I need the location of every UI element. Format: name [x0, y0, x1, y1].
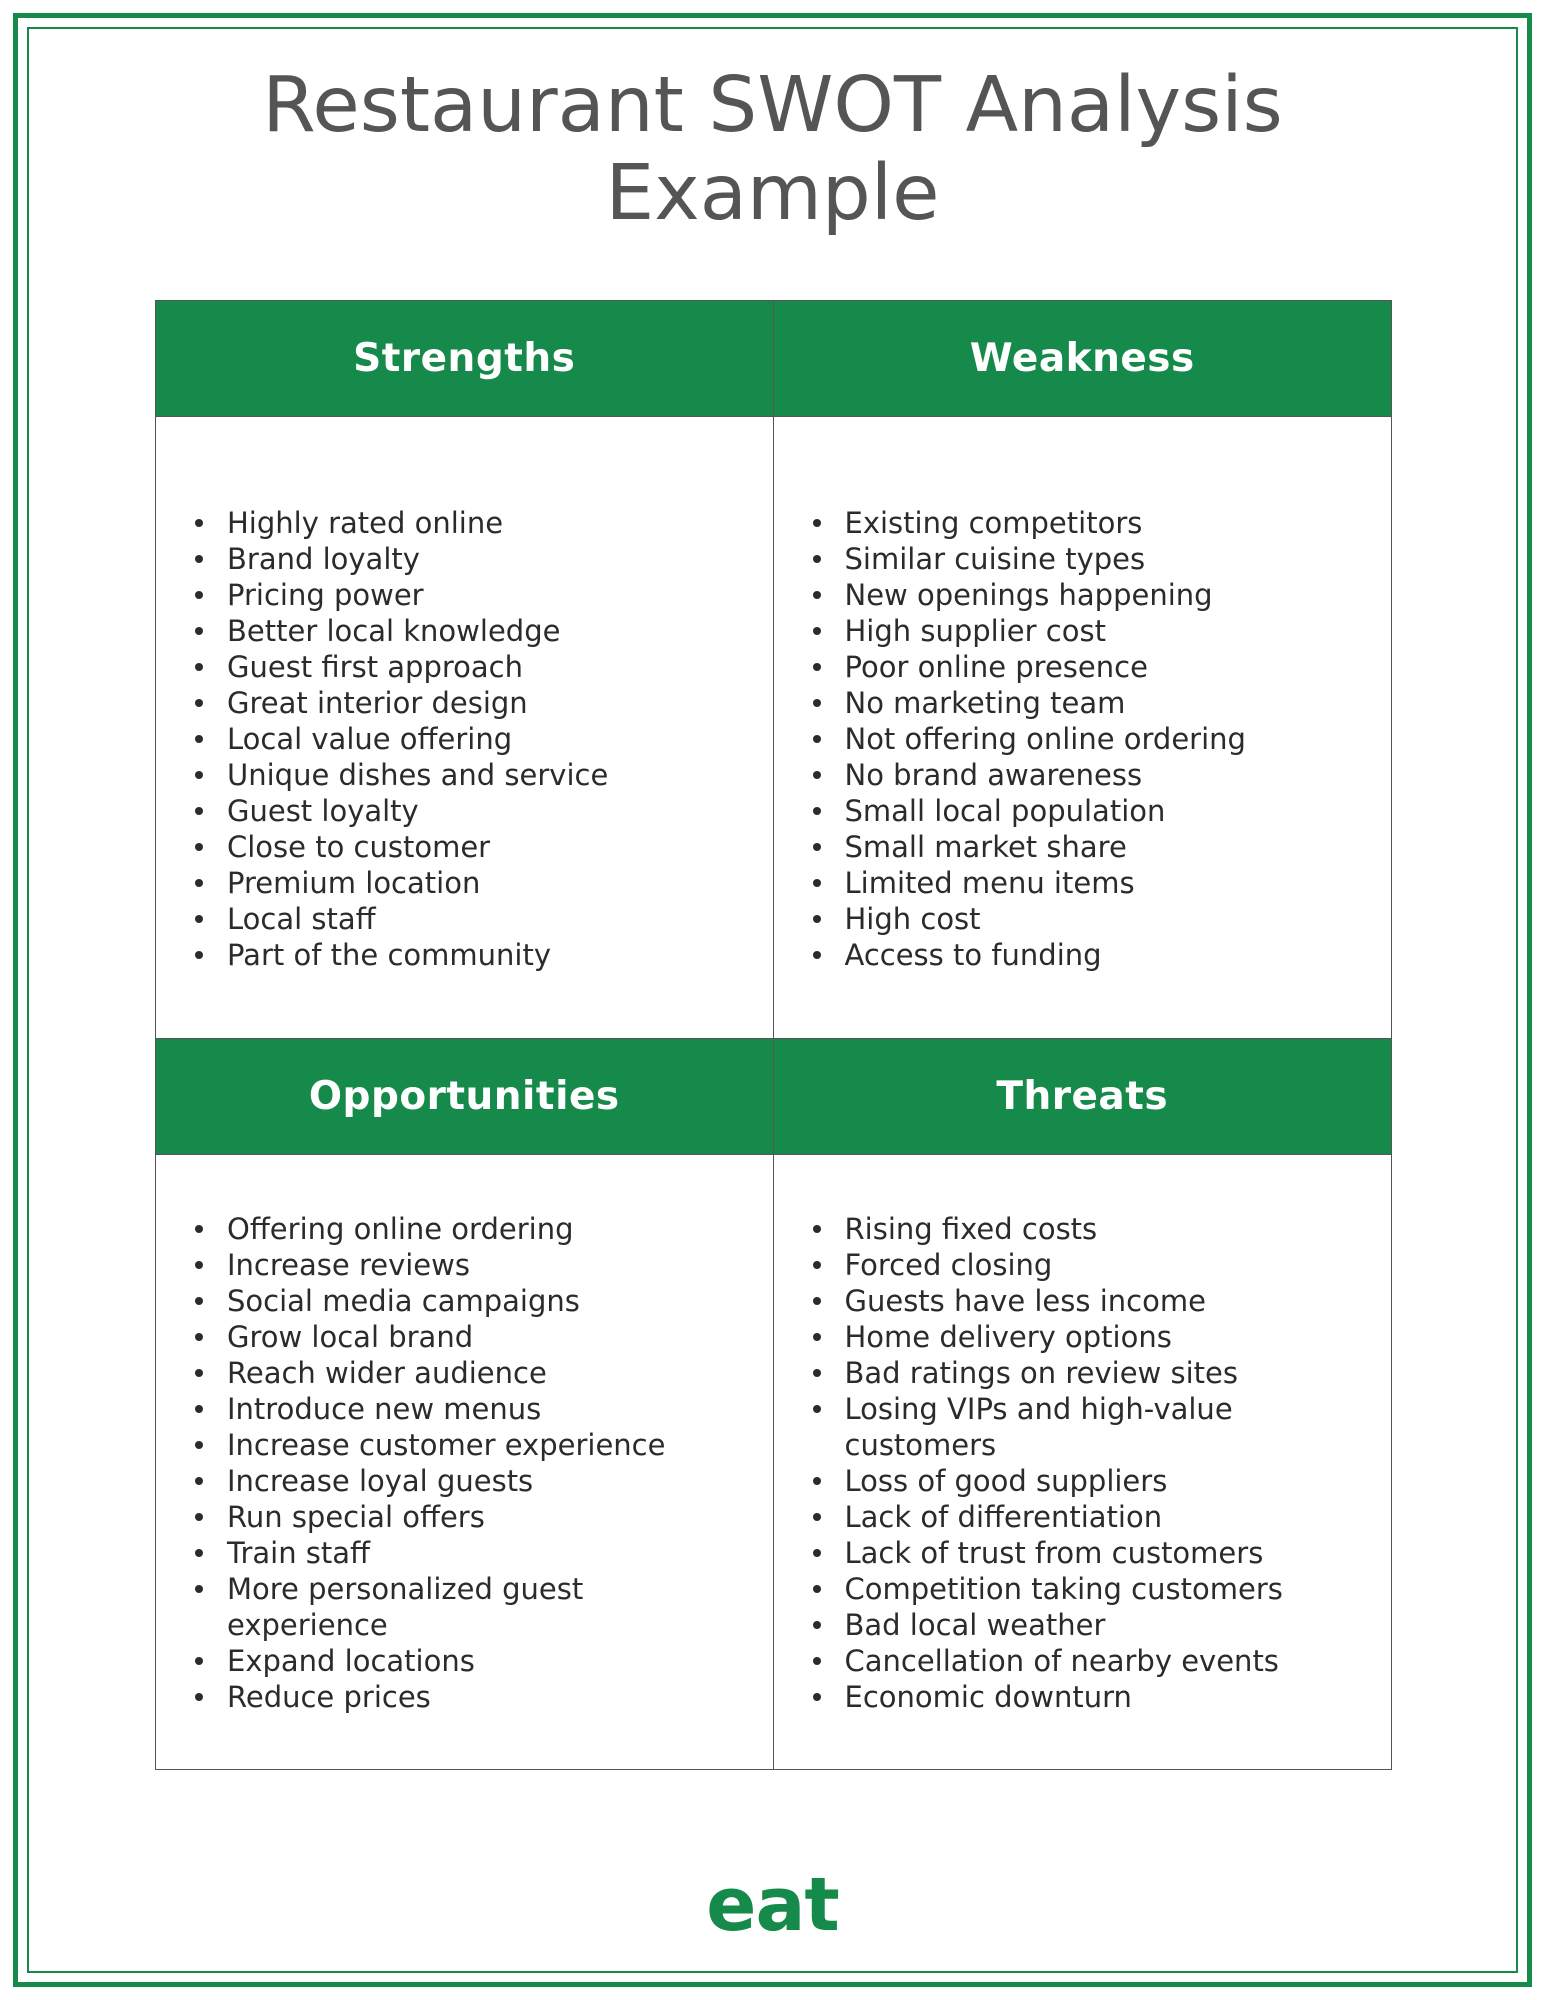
- page-title-line1: Restaurant SWOT Analysis: [262, 61, 1283, 150]
- threats-cell: [774, 1155, 1392, 1769]
- list-item: Rising fixed costs: [809, 1211, 1372, 1247]
- weakness-list: [809, 505, 1372, 973]
- list-item: Social media campaigns: [191, 1283, 753, 1319]
- list-item: Access to funding: [809, 937, 1372, 973]
- eat-logo: eat: [706, 1862, 839, 1948]
- list-item: Part of the community: [191, 937, 753, 973]
- list-item: Local staff: [191, 901, 753, 937]
- list-item: Lack of trust from customers: [809, 1535, 1372, 1571]
- list-item: Guest loyalty: [191, 793, 753, 829]
- list-item: Not offering online ordering: [809, 721, 1372, 757]
- list-item: Cancellation of nearby events: [809, 1643, 1372, 1679]
- list-item: Similar cuisine types: [809, 541, 1372, 577]
- opportunities-header: Opportunities: [156, 1039, 774, 1155]
- list-item: Home delivery options: [809, 1319, 1372, 1355]
- list-item: Close to customer: [191, 829, 753, 865]
- list-item: Loss of good suppliers: [809, 1463, 1372, 1499]
- page-title: [0, 62, 1545, 238]
- strengths-list: [191, 505, 753, 973]
- list-item: Existing competitors: [809, 505, 1372, 541]
- strengths-header: Strengths: [156, 301, 774, 417]
- list-item: Poor online presence: [809, 649, 1372, 685]
- list-item: Limited menu items: [809, 865, 1372, 901]
- list-item: Forced closing: [809, 1247, 1372, 1283]
- list-item: Expand locations: [191, 1643, 753, 1679]
- list-item: Small market share: [809, 829, 1372, 865]
- swot-grid: [155, 300, 1392, 1770]
- page-title-line2: Example: [605, 149, 940, 238]
- list-item: Pricing power: [191, 577, 753, 613]
- list-item: More personalized guest experience: [191, 1571, 753, 1643]
- threats-list: [809, 1211, 1372, 1715]
- list-item: Local value offering: [191, 721, 753, 757]
- list-item: Bad ratings on review sites: [809, 1355, 1372, 1391]
- list-item: New openings happening: [809, 577, 1372, 613]
- list-item: Better local knowledge: [191, 613, 753, 649]
- opportunities-cell: [156, 1155, 774, 1769]
- opportunities-list: [191, 1211, 753, 1715]
- threats-header: Threats: [774, 1039, 1392, 1155]
- list-item: Increase loyal guests: [191, 1463, 753, 1499]
- list-item: Reach wider audience: [191, 1355, 753, 1391]
- list-item: Losing VIPs and high-value customers: [809, 1391, 1372, 1463]
- list-item: High cost: [809, 901, 1372, 937]
- list-item: Reduce prices: [191, 1679, 753, 1715]
- list-item: Highly rated online: [191, 505, 753, 541]
- list-item: Increase customer experience: [191, 1427, 753, 1463]
- weakness-cell: [774, 417, 1392, 1039]
- list-item: Increase reviews: [191, 1247, 753, 1283]
- list-item: No brand awareness: [809, 757, 1372, 793]
- list-item: Bad local weather: [809, 1607, 1372, 1643]
- weakness-header: Weakness: [774, 301, 1392, 417]
- list-item: Competition taking customers: [809, 1571, 1372, 1607]
- list-item: Great interior design: [191, 685, 753, 721]
- list-item: Run special offers: [191, 1499, 753, 1535]
- list-item: Guest first approach: [191, 649, 753, 685]
- list-item: Guests have less income: [809, 1283, 1372, 1319]
- list-item: Premium location: [191, 865, 753, 901]
- list-item: High supplier cost: [809, 613, 1372, 649]
- list-item: No marketing team: [809, 685, 1372, 721]
- list-item: Small local population: [809, 793, 1372, 829]
- list-item: Offering online ordering: [191, 1211, 753, 1247]
- list-item: Grow local brand: [191, 1319, 753, 1355]
- list-item: Train staff: [191, 1535, 753, 1571]
- list-item: Lack of differentiation: [809, 1499, 1372, 1535]
- list-item: Introduce new menus: [191, 1391, 753, 1427]
- strengths-cell: [156, 417, 774, 1039]
- list-item: Economic downturn: [809, 1679, 1372, 1715]
- list-item: Brand loyalty: [191, 541, 753, 577]
- list-item: Unique dishes and service: [191, 757, 753, 793]
